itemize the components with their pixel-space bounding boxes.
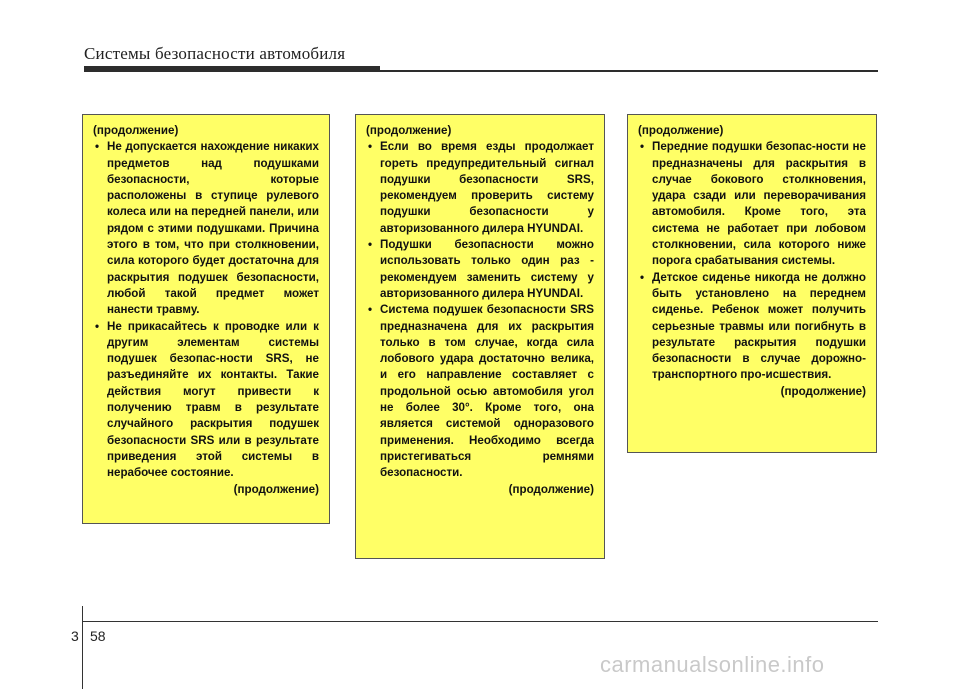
bullet-item: • Детское сиденье никогда не должно быть установлено на переднем сиденье. Ребенок может получить серьезные травмы или погибнуть в результате раскрытия подушки безопасности в случае дорожно-транспортного про-исшествия.: [638, 270, 866, 384]
continued-label-end: (продолжение): [508, 482, 594, 496]
continued-label-end: (продолжение): [780, 384, 866, 398]
continued-label-start: (продолжение): [93, 124, 179, 137]
bullet-item: • Система подушек безопасности SRS предназначена для их раскрытия только в том случае, когда сила лобового удара достаточно велика, и его направление составляет с продольной осью автомобиля угол не более 30°. Кроме того, она является системой одноразового применения. Необходимо всегда пристегиваться ремнями безопасности.: [366, 302, 594, 481]
warning-box-2: [355, 114, 605, 559]
chapter-number: 3: [71, 628, 79, 644]
continued-label-end: (продолжение): [233, 482, 319, 496]
continued-label-start: (продолжение): [366, 124, 452, 137]
watermark: carmanualsonline.info: [600, 652, 825, 677]
bullet-item: • Передние подушки безопас-ности не предназначены для раскрытия в случае бокового столкновения, удара сзади или переворачивания автомобиля. Кроме того, эта система не работает при лобовом столкновении, сила которого ниже порога срабатывания системы.: [638, 139, 866, 269]
warning-box-1: [82, 114, 330, 524]
bullet-item: • Не допускается нахождение никаких предметов над подушками безопасности, которые расположены в ступице рулевого колеса или на передней панели, или рядом с этими подушками. Причина этого в том, что при столкновении, сила которого будет достаточна для раскрытия подушек безопасности, любой такой предмет может нанести травму.: [93, 139, 319, 318]
footer-vertical-rule: [82, 606, 83, 689]
bullet-list: [638, 139, 866, 383]
continued-label-start: (продолжение): [638, 124, 724, 137]
bullet-list: [366, 139, 594, 481]
bullet-list: [93, 139, 319, 481]
footer-rule: [82, 621, 878, 622]
header-rule-thin: [84, 70, 878, 72]
header-title: Системы безопасности автомобиля: [84, 44, 346, 63]
bullet-item: • Если во время езды продолжает гореть предупредительный сигнал подушки безопасности SRS, рекомендуем проверить систему подушки безопасности у авторизованного дилера HYUNDAI.: [366, 139, 594, 237]
warning-box-3: [627, 114, 877, 453]
bullet-item: • Не прикасайтесь к проводке или к другим элементам системы подушек безопас-ности SRS, не разъединяйте их контакты. Такие действия могут привести к получению травм в результате случайного раскрытия подушек безопасности SRS или в результате приведения этой системы в нерабочее состояние.: [93, 319, 319, 482]
bullet-item: • Подушки безопасности можно использовать только один раз - рекомендуем заменить систему у авторизованного дилера HYUNDAI.: [366, 237, 594, 302]
page-number: 58: [90, 628, 106, 644]
